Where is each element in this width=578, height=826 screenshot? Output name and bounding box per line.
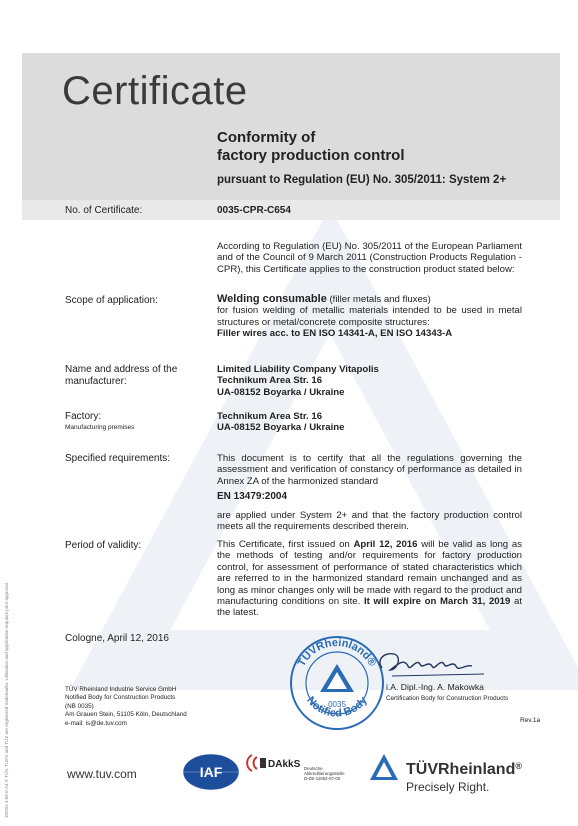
manufacturer-label	[65, 364, 177, 388]
tagline: Precisely Right.	[406, 780, 490, 794]
issuer-line-3: (NB 0035)	[65, 702, 94, 710]
intro-text: According to Regulation (EU) No. 305/2011 of the European Parliament and of the Council of 9 March 2011 (Construction Products Regulation - CPR), this Certificate applies to the construction product stated below:	[217, 241, 522, 275]
manufacturer-label-1: Name and address of the	[65, 364, 178, 375]
factory-label	[65, 411, 134, 432]
requirements-standard: EN 13479:2004	[217, 491, 288, 502]
manufacturer-name: Limited Liability Company Vitapolis	[217, 364, 379, 375]
dakks-line-3: D-ZE-11052-07-00	[304, 776, 341, 782]
validity-end: at the latest.	[217, 596, 522, 619]
dakks-line-2: Akkreditierungsstelle	[304, 771, 345, 777]
signature	[372, 646, 492, 682]
tuv-brand-text: TÜVRheinland	[406, 761, 516, 778]
svg-text:TÜVRheinland®	[296, 637, 379, 669]
manufacturer-label-2: manufacturer:	[65, 376, 127, 387]
place-date: Cologne, April 12, 2016	[65, 633, 169, 644]
issuer-line-4: Am Grauen Stein, 51105 Köln, Deutschland	[65, 711, 187, 719]
cert-number-value: 0035-CPR-C654	[217, 205, 291, 216]
scope-block	[217, 294, 522, 340]
validity-block	[217, 539, 522, 619]
iaf-globe-icon	[180, 752, 242, 792]
scope-description: for fusion welding of metallic materials intended to be used in metal structures or metal/concrete composite structures:	[217, 305, 522, 328]
iaf-logo	[180, 752, 242, 792]
revision: Rev.1a	[520, 717, 541, 724]
factory-block	[217, 411, 522, 434]
iaf-text: IAF	[199, 764, 223, 780]
factory-city: UA-08152 Boyarka / Ukraine	[217, 422, 345, 434]
dakks-text: DAkkS	[268, 759, 301, 770]
requirements-text-2: are applied under System 2+ and that the factory production control meets all the requirements described therein.	[217, 510, 522, 533]
validity-mid: will be valid as long as the methods of testing and/or requirements for factory production control, for assessment of performance of stated characteristics which are referred to in the harmonized standard remain unchanged and as long as minor changes only will be made with regard to the product and manufacturing conditions on site.	[217, 539, 522, 608]
scope-product: Welding consumable	[217, 293, 327, 305]
dakks-line-1: Deutsche	[304, 766, 323, 771]
stamp-bottom-text: Notified Body	[304, 694, 370, 720]
issuer-line-1: TÜV Rheinland Industrie Service GmbH	[65, 686, 177, 693]
manufacturer-city: UA-08152 Boyarka / Ukraine	[217, 386, 345, 398]
issuer-line-2: Notified Body for Construction Products	[65, 694, 176, 702]
dakks-logo	[246, 753, 306, 773]
page-title: Certificate	[62, 69, 248, 113]
subtitle-line-1: Conformity of	[217, 129, 316, 146]
subtitle-line-2: factory production control	[217, 147, 405, 164]
validity-issue-date: April 12, 2016	[353, 539, 418, 550]
validity-pre: This Certificate, first issued on	[217, 539, 354, 550]
website-link[interactable]: www.tuv.com	[67, 767, 137, 781]
scope-wires: Filler wires acc. to EN ISO 14341-A, EN ISO 14343-A	[217, 328, 453, 340]
factory-street: Technikum Area Str. 16	[217, 411, 323, 422]
tuv-brand-mark: ®	[515, 761, 522, 771]
validity-label: Period of validity:	[65, 540, 142, 551]
scope-product-note: (filler metals and fluxes)	[326, 294, 431, 305]
factory-label-text: Factory:	[65, 411, 102, 422]
cert-number-label: No. of Certificate:	[65, 205, 143, 216]
tuv-triangle-icon	[368, 752, 400, 782]
requirements-label: Specified requirements:	[65, 453, 171, 464]
validity-expiry: It will expire on March 31, 2019	[363, 596, 511, 608]
side-note: 10/201 4.08 E A4 ® TÜV, TUEV and TUV are registered trademarks. Utilisation and application requires prior approval.	[4, 581, 9, 818]
issuer-email: e-mail: is@de.tuv.com	[65, 719, 127, 727]
factory-sublabel: Manufacturing premises	[65, 424, 135, 431]
stamp-top-text: TÜVRheinland®	[295, 636, 379, 669]
subtitle	[217, 129, 517, 165]
dakks-caption	[304, 766, 354, 782]
tuv-brand	[406, 761, 522, 779]
regulation-line: pursuant to Regulation (EU) No. 305/2011: System 2+	[217, 174, 507, 186]
requirements-text: This document is to certify that all the regulations governing the assessment and verification of constancy of performance as detailed in Annex ZA of the harmonized standard	[217, 453, 522, 487]
manufacturer-street: Technikum Area Str. 16	[217, 375, 323, 387]
issuer-block	[65, 686, 187, 728]
scope-label: Scope of application:	[65, 295, 158, 306]
signatory-role: Certification Body for Construction Products	[386, 695, 509, 702]
manufacturer-block	[217, 364, 522, 398]
stamp-number: 0035	[328, 700, 346, 709]
signatory-name: i.A. Dipl.-Ing. A. Makowka	[386, 682, 484, 692]
